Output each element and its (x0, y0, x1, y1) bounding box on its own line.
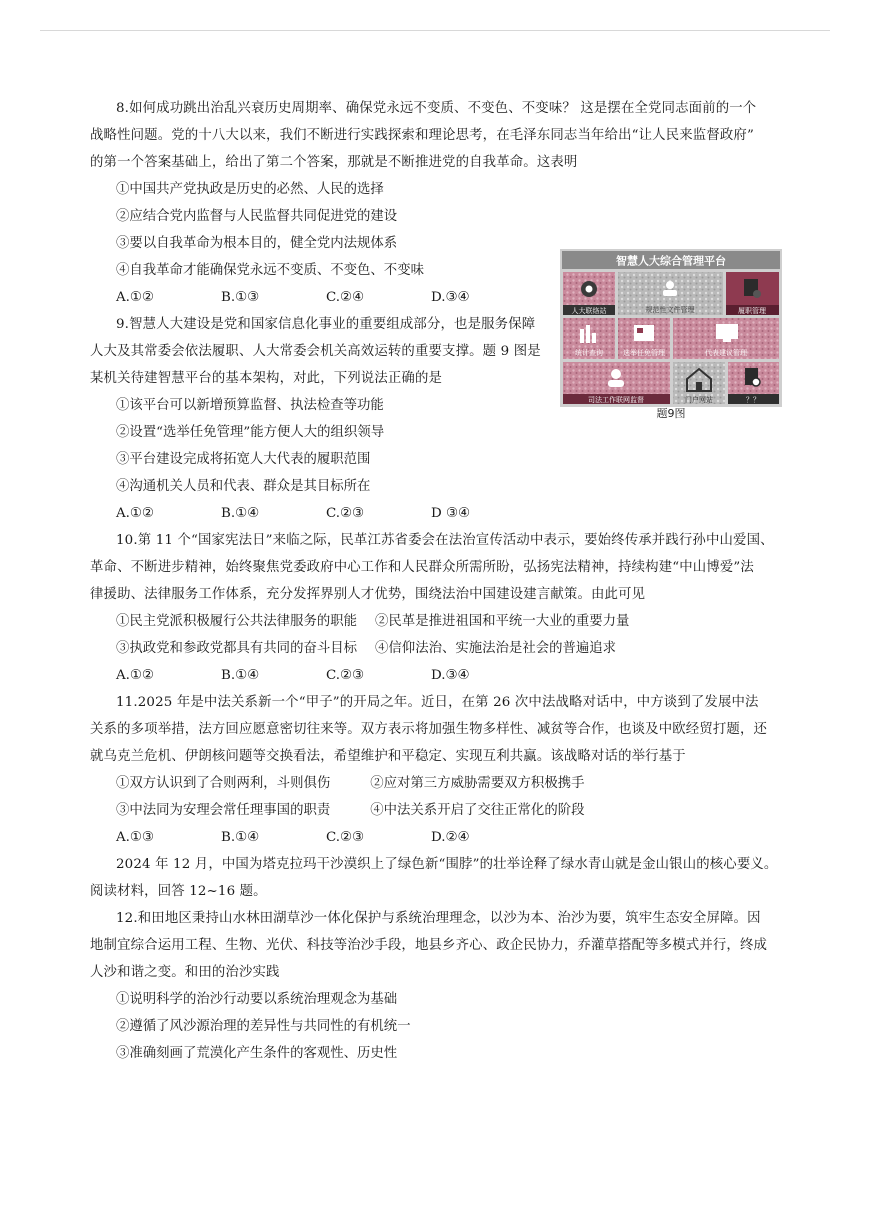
q9-stem-line-2: 人大及其常委会依法履职、人大常委会机关高效运转的重要支撑。题 9 图是 (90, 344, 541, 359)
tile-portal-site-label: 门户网站 (685, 396, 713, 404)
question-12 (90, 905, 788, 1067)
normative-docs-icon-body (663, 290, 677, 296)
q10-answer-a: A.①② (116, 668, 154, 683)
q9-answers (116, 500, 788, 527)
q9-answer-a: A.①② (116, 506, 154, 521)
q10-option-row-1 (116, 608, 788, 635)
q8-stem-line-2: 战略性问题。党的十八大以来，我们不断进行实践探索和理论思考，在毛泽东同志当年给出“让人民来监督政府” (90, 128, 754, 143)
q12-option-1: ①说明科学的治沙行动要以系统治理观念为基础 (116, 992, 398, 1007)
q8-answer-a: A.①② (116, 290, 154, 305)
q8-answer-d: D.③④ (431, 290, 470, 305)
q11-answer-b: B.①④ (221, 830, 260, 845)
q10-stem-line-1: 10.第 11 个“国家宪法日”来临之际，民革江苏省委会在法治宣传活动中表示，要始终传承并践行孙中山爱国、 (116, 533, 774, 548)
deputy-suggestions-icon (716, 324, 738, 339)
q9-figure-caption: 题9图 (656, 407, 686, 420)
q11-option-1: ①双方认识到了合则两利，斗则俱伤 (116, 776, 331, 791)
figure-title: 智慧人大综合管理平台 (616, 254, 726, 268)
question-10 (90, 527, 788, 689)
header-rule (40, 30, 830, 31)
q10-option-3: ③执政党和参政党都具有共同的奋斗目标 (116, 641, 358, 656)
question-11 (90, 689, 788, 851)
material-line-2: 阅读材料，回答 12~16 题。 (90, 884, 267, 899)
q8-answer-b: B.①③ (221, 290, 260, 305)
q12-stem-line-2: 地制宜综合运用工程、生物、光伏、科技等治沙手段，地县乡齐心、政企民协力，乔灌草搭配等多模式并行，终成 (90, 938, 768, 953)
judicial-supervision-icon (611, 369, 621, 379)
q11-stem-line-2: 关系的多项举措，法方回应愿意密切往来等。双方表示将加强生物多样性、减贫等合作，也谈及中欧经贸打题，还 (90, 722, 768, 737)
unknown-tile-clock-icon (752, 378, 760, 386)
q9-stem-line-1: 9.智慧人大建设是党和国家信息化事业的重要组成部分，也是服务保障 (116, 317, 536, 332)
statistics-query-icon-bar-3 (592, 333, 596, 343)
normative-docs-icon (666, 281, 674, 289)
q9-option-2: ②设置“选举任免管理”能方便人大的组织领导 (116, 425, 385, 440)
tile-judicial-supervision-label: 司法工作联网监督 (588, 396, 644, 404)
q8-option-3: ③要以自我革命为根本目的，健全党内法规体系 (116, 236, 398, 251)
q11-stem-line-1: 11.2025 年是中法关系新一个“甲子”的开局之年。近日，在第 26 次中法战略对话中，中方谈到了发展中法 (116, 695, 759, 710)
tile-normative-docs-label: 规范性文件管理 (645, 306, 695, 314)
q8-stem-line-3: 的第一个答案基础上，给出了第二个答案，那就是不断推进党的自我革命。这表明 (90, 155, 578, 170)
tile-election-appointment-label: 选举任免管理 (623, 349, 665, 357)
q8-stem-line-1: 8.如何成功跳出治乱兴衰历史周期率、确保党永远不变质、不变色、不变味？ 这是摆在全党同志面前的一个 (116, 101, 757, 116)
judicial-supervision-icon-body (608, 380, 624, 387)
q10-answer-c: C.②③ (326, 668, 365, 683)
q9-answer-c: C.②③ (326, 506, 365, 521)
q11-stem-line-3: 就乌克兰危机、伊朗核问题等交换看法，希望维护和平稳定、实现互利共赢。该战略对话的举行基于 (90, 749, 686, 764)
q10-answer-b: B.①④ (221, 668, 260, 683)
platform-diagram (560, 249, 782, 407)
statistics-query-icon-bar-1 (580, 329, 584, 343)
q11-answers (116, 824, 788, 851)
home-icon-door (696, 382, 702, 391)
q9-option-1: ①该平台可以新增预算监督、执法检查等功能 (116, 398, 384, 413)
exam-content (90, 95, 788, 1067)
q11-answer-c: C.②③ (326, 830, 365, 845)
tile-deputy-suggestions-label: 代表建议管理 (705, 349, 747, 357)
q12-stem-line-3: 人沙和谐之变。和田的治沙实践 (90, 965, 280, 980)
q11-option-row-2 (116, 797, 788, 824)
q11-answer-a: A.①③ (116, 830, 154, 845)
material-12-16 (90, 851, 788, 905)
q9-option-4: ④沟通机关人员和代表、群众是其目标所在 (116, 479, 371, 494)
q11-option-3: ③中法同为安理会常任理事国的职责 (116, 803, 331, 818)
q9-answer-b: B.①④ (221, 506, 260, 521)
q10-option-1: ①民主党派积极履行公共法律服务的职能 (116, 614, 358, 629)
q10-answers (116, 662, 788, 689)
q9-option-3: ③平台建设完成将拓宽人大代表的履职范围 (116, 452, 371, 467)
q11-answer-d: D.②④ (431, 830, 470, 845)
q11-option-2: ②应对第三方威胁需要双方积极携手 (370, 776, 585, 791)
q8-answer-c: C.②④ (326, 290, 365, 305)
election-appointment-icon-mark (637, 328, 643, 333)
q9-stem-line-3: 某机关待建智慧平台的基本架构，对此，下列说法正确的是 (90, 371, 443, 386)
q8-option-4: ④自我革命才能确保党永远不变质、不变色、不变味 (116, 263, 424, 278)
q12-option-2: ②遵循了风沙源治理的差异性与共同性的有机统一 (116, 1019, 411, 1034)
tile-duty-management-label: 履职管理 (738, 307, 766, 315)
npc-liaison-icon-center (586, 286, 593, 293)
tile-npc-liaison-label: 人大联络站 (571, 307, 607, 315)
q12-option-3: ③准确刻画了荒漠化产生条件的客观性、历史性 (116, 1046, 398, 1061)
q10-answer-d: D.③④ (431, 668, 470, 683)
deputy-suggestions-icon-stand (723, 339, 731, 342)
material-line-1: 2024 年 12 月，中国为塔克拉玛干沙漠织上了绿色新“围脖”的壮举诠释了绿水青山就是金山银山的核心要义。 (116, 857, 778, 872)
tile-unknown-label: ？？ (746, 396, 760, 404)
q8-option-1: ①中国共产党执政是历史的必然、人民的选择 (116, 182, 384, 197)
q10-stem-line-2: 革命、不断进步精神，始终聚焦党委政府中心工作和人民群众所需所盼，弘扬宪法精神，持续构建“中山博爱”法 (90, 560, 754, 575)
q12-stem-line-1: 12.和田地区秉持山水林田湖草沙一体化保护与系统治理理念，以沙为本、治沙为要，筑牢生态安全屏障。因 (116, 911, 761, 926)
q9-answer-d: D ③④ (431, 506, 471, 521)
q10-option-row-2 (116, 635, 788, 662)
duty-management-gear-icon (753, 290, 761, 298)
statistics-query-icon-bar-2 (586, 325, 590, 343)
q9-figure (560, 249, 782, 407)
q10-option-2: ②民革是推进祖国和平统一大业的重要力量 (375, 614, 630, 629)
tile-statistics-query-label: 统计查询 (575, 349, 603, 357)
q8-option-2: ②应结合党内监督与人民监督共同促进党的建设 (116, 209, 398, 224)
q10-option-4: ④信仰法治、实施法治是社会的普遍追求 (375, 641, 617, 656)
q11-option-row-1 (116, 770, 788, 797)
q11-option-4: ④中法关系开启了交往正常化的阶段 (370, 803, 585, 818)
q10-stem-line-3: 律援助、法律服务工作体系，充分发挥界别人才优势，围绕法治中国建设建言献策。由此可见 (90, 587, 646, 602)
